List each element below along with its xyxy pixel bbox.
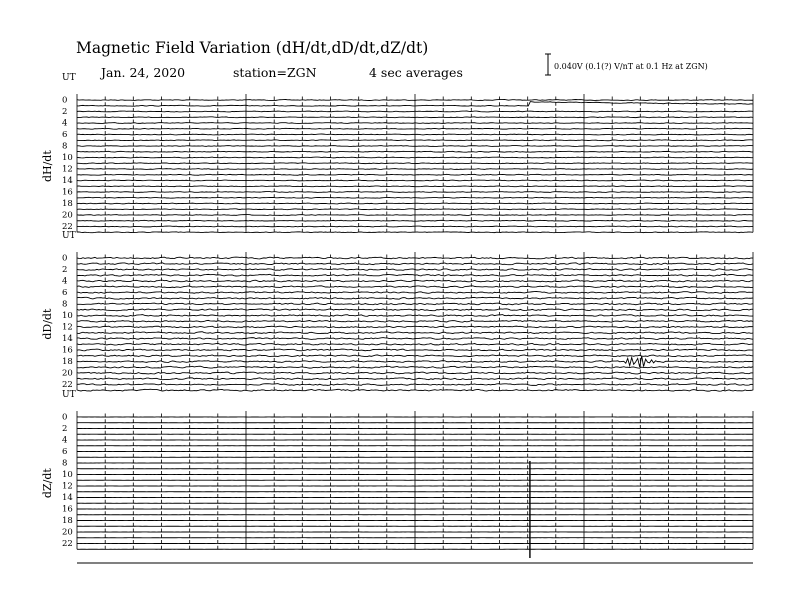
hour-label: 18 — [62, 357, 73, 367]
hour-label: 10 — [62, 470, 73, 480]
hour-ticks — [77, 152, 753, 158]
hour-ticks — [77, 198, 753, 204]
hour-label: 16 — [62, 187, 73, 198]
hour-label: 6 — [62, 130, 68, 140]
hour-label: 8 — [62, 299, 68, 310]
hour-label: 4 — [62, 435, 68, 446]
hour-ticks — [77, 411, 753, 417]
hour-label: 10 — [62, 153, 73, 163]
hour-label: 4 — [62, 276, 68, 287]
hour-ticks — [77, 367, 753, 373]
panels-group — [41, 73, 753, 558]
hour-ticks — [77, 258, 753, 264]
hour-ticks — [77, 543, 753, 549]
panel-2 — [41, 231, 753, 391]
panel-1 — [41, 73, 753, 233]
panel-y-label: dZ/dt — [41, 468, 54, 499]
panel-y-label: dD/dt — [41, 308, 54, 340]
hour-ticks — [77, 100, 753, 106]
hour-label: 2 — [62, 265, 68, 275]
hour-ticks — [77, 169, 753, 175]
hour-label: 10 — [62, 311, 73, 321]
hour-label: 22 — [62, 380, 73, 390]
hour-label: 20 — [62, 527, 73, 538]
hour-label: 14 — [62, 493, 73, 503]
hour-ticks — [77, 157, 753, 163]
hour-label: 12 — [62, 481, 73, 492]
hour-label: 2 — [62, 424, 68, 434]
hour-ticks — [77, 209, 753, 215]
hour-label: 8 — [62, 458, 68, 469]
hour-ticks — [77, 515, 753, 521]
hour-ticks — [77, 520, 753, 526]
ut-label: UT — [62, 73, 76, 83]
hour-ticks — [77, 486, 753, 492]
station-label: station=ZGN — [233, 65, 317, 80]
hour-ticks — [77, 474, 753, 480]
hour-ticks — [77, 192, 753, 198]
hour-ticks — [77, 140, 753, 146]
panel-y-label: dH/dt — [41, 150, 54, 183]
hour-ticks — [77, 538, 753, 544]
hour-label: 14 — [62, 176, 73, 186]
averaging-label: 4 sec averages — [369, 65, 463, 80]
hour-ticks — [77, 417, 753, 423]
hour-ticks — [77, 480, 753, 486]
hour-label: 0 — [62, 253, 68, 264]
date-label: Jan. 24, 2020 — [101, 65, 186, 80]
hour-ticks — [77, 457, 753, 463]
hour-ticks — [77, 310, 753, 316]
hour-ticks — [77, 532, 753, 538]
hour-ticks — [77, 434, 753, 440]
hour-label: 16 — [62, 345, 73, 356]
hour-label: 2 — [62, 107, 68, 117]
hour-label: 12 — [62, 164, 73, 175]
hour-ticks — [77, 503, 753, 509]
hour-label: 18 — [62, 199, 73, 209]
hour-label: 4 — [62, 118, 68, 129]
hour-ticks — [77, 129, 753, 135]
hour-ticks — [77, 94, 753, 100]
hour-ticks — [77, 428, 753, 434]
hour-label: 20 — [62, 210, 73, 221]
ut-label: UT — [62, 390, 76, 400]
hour-ticks — [77, 215, 753, 221]
hour-ticks — [77, 497, 753, 503]
hour-label: 22 — [62, 539, 73, 549]
hour-ticks — [77, 463, 753, 469]
ut-label: UT — [62, 231, 76, 241]
hour-label: 18 — [62, 516, 73, 526]
hour-ticks — [77, 469, 753, 475]
hour-ticks — [77, 175, 753, 181]
hour-label: 6 — [62, 447, 68, 457]
hour-ticks — [77, 146, 753, 152]
hour-ticks — [77, 492, 753, 498]
hour-ticks — [77, 509, 753, 515]
hour-ticks — [77, 292, 753, 298]
hour-ticks — [77, 203, 753, 209]
hour-label: 8 — [62, 141, 68, 152]
hour-ticks — [77, 440, 753, 446]
hour-ticks — [77, 423, 753, 429]
hour-label: 14 — [62, 334, 73, 344]
hour-label: 0 — [62, 412, 68, 423]
hour-label: 20 — [62, 368, 73, 379]
hour-label: 22 — [62, 222, 73, 232]
scale-bar — [545, 54, 551, 75]
hour-label: 12 — [62, 322, 73, 333]
hour-label: 16 — [62, 504, 73, 515]
hour-label: 0 — [62, 95, 68, 106]
hour-ticks — [77, 446, 753, 452]
hour-ticks — [77, 451, 753, 457]
chart-title: Magnetic Field Variation (dH/dt,dD/dt,dZ/dt) — [76, 39, 429, 57]
hour-ticks — [77, 106, 753, 112]
panel-3 — [41, 390, 753, 558]
hour-ticks — [77, 226, 753, 232]
scale-label: 0.040V (0.1(?) V/nT at 0.1 Hz at ZGN) — [554, 62, 708, 71]
hour-ticks — [77, 526, 753, 532]
hour-label: 6 — [62, 288, 68, 298]
